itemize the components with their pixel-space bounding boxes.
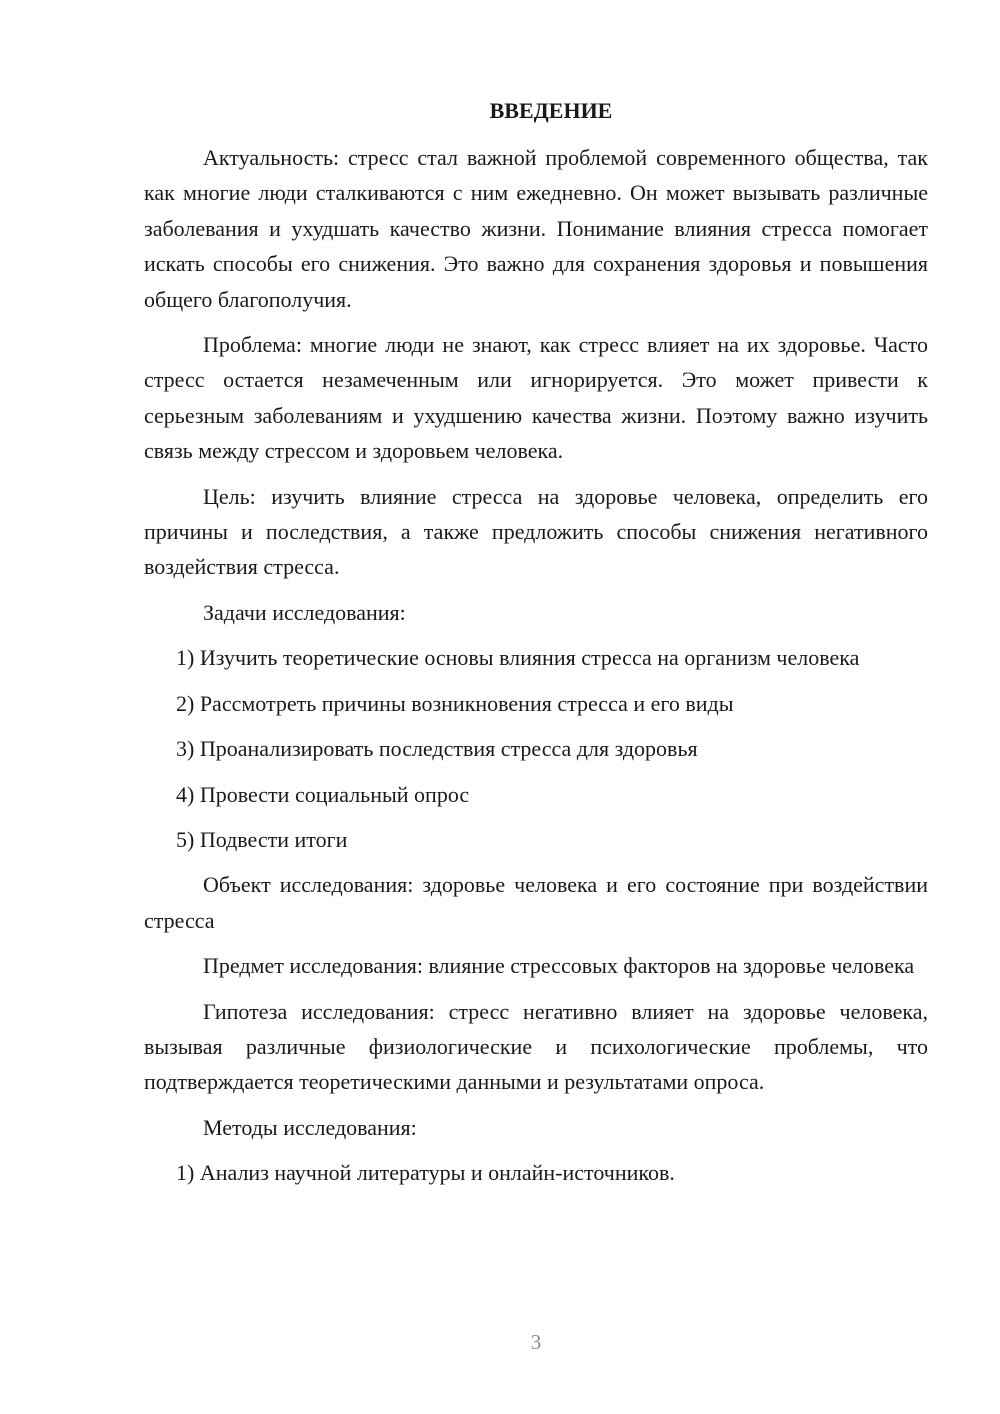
paragraph-hypothesis: Гипотеза исследования: стресс негативно влияет на здоровье человека, вызывая различные физиологические и психологические проблемы, что подтверждается теоретическими данными и результатами опроса. <box>144 998 928 1095</box>
task-item-2: 2) Рассмотреть причины возникновения стресса и его виды <box>176 690 734 716</box>
methods-title: Методы исследования: <box>203 1114 417 1140</box>
paragraph-subject: Предмет исследования: влияние стрессовых факторов на здоровье человека <box>203 953 915 979</box>
section-heading: ВВЕДЕНИЕ <box>489 98 613 123</box>
paragraph-relevance: Актуальность: стресс стал важной проблемой современного общества, так как многие люди сталкиваются с ним ежедневно. Он может вызывать различные заболевания и ухудшать качество жизни. Понимание влияния стресса помогает искать способы его снижения. Это важно для сохранения здоровья и повышения общего благополучия. <box>144 145 928 312</box>
task-item-4: 4) Провести социальный опрос <box>176 781 470 807</box>
task-item-5: 5) Подвести итоги <box>176 826 348 852</box>
task-item-3: 3) Проанализировать последствия стресса для здоровья <box>176 736 698 762</box>
paragraph-problem: Проблема: многие люди не знают, как стресс влияет на их здоровье. Часто стресс остается незамеченным или игнорируется. Это может привести к серьезным заболеваниям и ухудшению качества жизни. Поэтому важно изучить связь между стрессом и здоровьем человека. <box>144 332 928 464</box>
page-number: 3 <box>530 1330 542 1354</box>
document-page <box>144 94 928 1201</box>
tasks-title: Задачи исследования: <box>203 599 406 625</box>
paragraph-object: Объект исследования: здоровье человека и его состояние при воздействии стресса <box>144 872 928 933</box>
task-item-1: 1) Изучить теоретические основы влияния стресса на организм человека <box>176 645 860 671</box>
paragraph-goal: Цель: изучить влияние стресса на здоровье человека, определить его причины и последствия, а также предложить способы снижения негативного воздействия стресса. <box>144 483 928 580</box>
method-item-1: 1) Анализ научной литературы и онлайн-источников. <box>176 1160 675 1186</box>
